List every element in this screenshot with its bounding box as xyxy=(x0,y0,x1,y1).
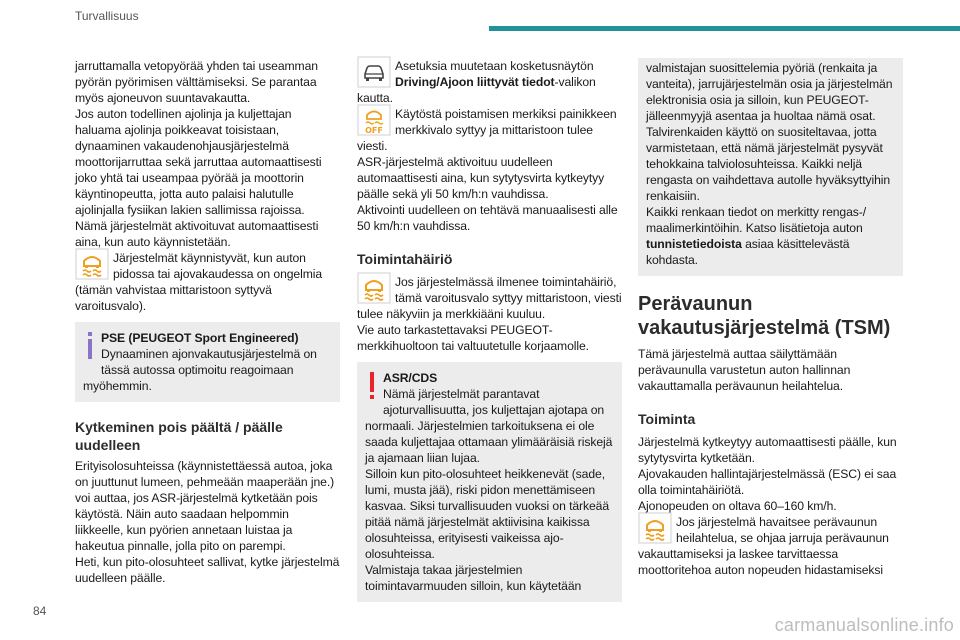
c2-paragraph-6: Vie auto tarkastettavaksi PEUGEOT-merkkihuoltoon tai valtuutetulle korjaamolle. xyxy=(357,323,589,353)
exclamation-icon xyxy=(365,370,379,404)
fault-row xyxy=(357,274,622,322)
page-number: 84 xyxy=(33,604,47,618)
tsm-heading: Perävaunun vakautusjärjestelmä (TSM) xyxy=(638,293,891,339)
header-accent-bar xyxy=(489,26,960,31)
c1-paragraph-2: Jos auton todellinen ajolinja ja kuljettajan haluama ajolinja poikkeavat toisistaan, dynaaminen vakaudenohjausjärjestelmä moottorijarruttaa sekä jarruttaa automaattisesti joko yhtä tai useampaa pyörää ja moottorin käyntinopeutta, jotta auto palaisi halutulle ajolinjalla fysiikan lakien sallimissa rajoissa. xyxy=(75,107,322,217)
box-paragraph-2: Talvirenkaiden käyttö on suositeltavaa, jotta varmistetaan, että nämä järjestelmät pysyvät tehokkaina talviolosuhteissa. Kaikki neljä rengasta on vaihdettava autolle hyväksyttyihin renkaisiin. xyxy=(646,125,891,203)
warning-paragraph-1: Nämä järjestelmät parantavat ajoturvallisuutta, jos kuljettajan ajotapa on normaali. Järjestelmien tarkoituksena ei ole saada kuljettajaa ottamaan ylimääräisiä riskejä ja ajamaan liian lujaa. xyxy=(365,387,613,465)
c2-paragraph-4: Aktivointi uudelleen on tehtävä manuaalisesti alle 50 km/h:n vauhdissa. xyxy=(357,203,618,233)
pse-note-title: PSE (PEUGEOT Sport Engineered) xyxy=(101,331,299,345)
box-paragraph-3: Kaikki renkaan tiedot on merkitty rengas-/ maalimerkintöihin. Katso lisätietoja auton tunnistetiedoista asiaa käsittelevästä kohdasta. xyxy=(646,205,867,267)
pse-info-note xyxy=(75,322,340,402)
c3-paragraph-5: Jos järjestelmä havaitsee perävaunun heilahtelua, se ohjaa jarruja perävaunun vakauttamiseksi ja laskee tarvittaessa moottoritehoa auton nopeuden hidastamiseksi xyxy=(638,515,889,577)
disable-row xyxy=(357,106,622,154)
section-label: Turvallisuus xyxy=(75,9,139,23)
operation-heading: Toiminta xyxy=(638,411,696,427)
column-3 xyxy=(638,58,903,578)
column-1 xyxy=(75,58,340,586)
c1-paragraph-1: jarruttamalla vetopyörää yhden tai useamman pyörän pyörimisen välttämiseksi. Se parantaa myös ajoneuvon suuntavakautta. xyxy=(75,59,318,105)
skid-warning-icon xyxy=(357,272,391,304)
c2-paragraph-5: Jos järjestelmässä ilmenee toimintahäiriö, tämä varoitusvalo syttyy mittaristoon, viesti tulee näkyviin ja merkkiääni kuuluu. xyxy=(357,275,622,321)
esc-activation-row xyxy=(75,250,340,314)
c3-paragraph-1: Tämä järjestelmä auttaa säilyttämään perävaunulla varustetun auton hallinnan vakauttamalla perävaunun heilahtelua. xyxy=(638,347,851,393)
warning-title: ASR/CDS xyxy=(383,371,438,385)
settings-row xyxy=(357,58,622,106)
warning-paragraph-2: Silloin kun pito-olosuhteet heikkenevät (sade, lumi, musta jää), riski pidon menettämiseen kasvaa. Siksi turvallisuuden vuoksi on tärkeää pitää nämä järjestelmät aktiivisina kaikissa olosuhteissa, erityisesti vaikeissa ajo-olosuhteissa. xyxy=(365,467,610,561)
car-icon xyxy=(357,56,391,88)
fault-heading: Toimintahäiriö xyxy=(357,251,453,267)
c3-paragraph-3: Ajovakauden hallintajärjestelmässä (ESC) ei saa olla toimintahäiriötä. xyxy=(638,467,897,497)
c3-paragraph-2: Järjestelmä kytkeytyy automaattisesti päälle, kun sytytysvirta kytketään. xyxy=(638,435,897,465)
c2-paragraph-1: Asetuksia muutetaan kosketusnäytön Driving/Ajoon liittyvät tiedot-valikon kautta. xyxy=(357,59,596,105)
c1-paragraph-4: Järjestelmät käynnistyvät, kun auton pidossa tai ajovakaudessa on ongelmia (tämän vahvistaa mittaristoon syttyvä varoitusvalo). xyxy=(75,251,323,313)
column-2 xyxy=(357,58,622,602)
c1-paragraph-3: Nämä järjestelmät aktivoituvat automaattisesti aina, kun auto käynnistetään. xyxy=(75,219,319,249)
pse-note-text: Dynaaminen ajonvakautusjärjestelmä on tässä autossa optimoitu reagoimaan myöhemmin. xyxy=(83,347,317,393)
c1-paragraph-6: Heti, kun pito-olosuhteet sallivat, kytke järjestelmä uudelleen päälle. xyxy=(75,555,340,585)
svg-text:OFF: OFF xyxy=(365,126,383,135)
watermark: carmanualsonline.info xyxy=(774,615,954,635)
switch-off-heading: Kytkeminen pois päältä / päälle uudelleen xyxy=(75,419,283,453)
asr-cds-warning-note xyxy=(357,362,622,602)
skid-warning-icon xyxy=(638,512,672,544)
warning-continuation-note xyxy=(638,58,903,276)
skid-warning-icon xyxy=(75,248,109,280)
info-icon xyxy=(83,330,97,364)
skid-off-icon xyxy=(357,104,391,136)
c3-paragraph-4: Ajonopeuden on oltava 60–160 km/h. xyxy=(638,499,837,513)
c1-paragraph-5: Erityisolosuhteissa (käynnistettäessä autoa, joka on juuttunut lumeen, pehmeään maaperään jne.) voi auttaa, jos ASR-järjestelmä kytketään pois käytöstä. Näin auto saadaan helpommin liikkeelle, kun pyörien annetaan luistaa ja hakeutua pinnalle, jolla pito on parempi. xyxy=(75,459,335,553)
box-paragraph-1: valmistajan suosittelemia pyöriä (renkaita ja vanteita), jarrujärjestelmän osia ja järjestelmän elektronisia osia ja silloin, kun PEUGEOT-jälleenmyyjä asentaa ja huoltaa nämä osat. xyxy=(646,61,893,123)
c2-paragraph-2: Käytöstä poistamisen merkiksi painikkeen merkkivalo syttyy ja mittaristoon tulee viesti. xyxy=(357,107,617,153)
c2-paragraph-3: ASR-järjestelmä aktivoituu uudelleen automaattisesti aina, kun sytytysvirta kytkeytyy päälle sekä yli 50 km/h:n vauhdissa. xyxy=(357,155,605,201)
tsm-action-row xyxy=(638,514,903,578)
warning-paragraph-3: Valmistaja takaa järjestelmien toimintavarmuuden silloin, kun käytetään xyxy=(365,563,582,593)
